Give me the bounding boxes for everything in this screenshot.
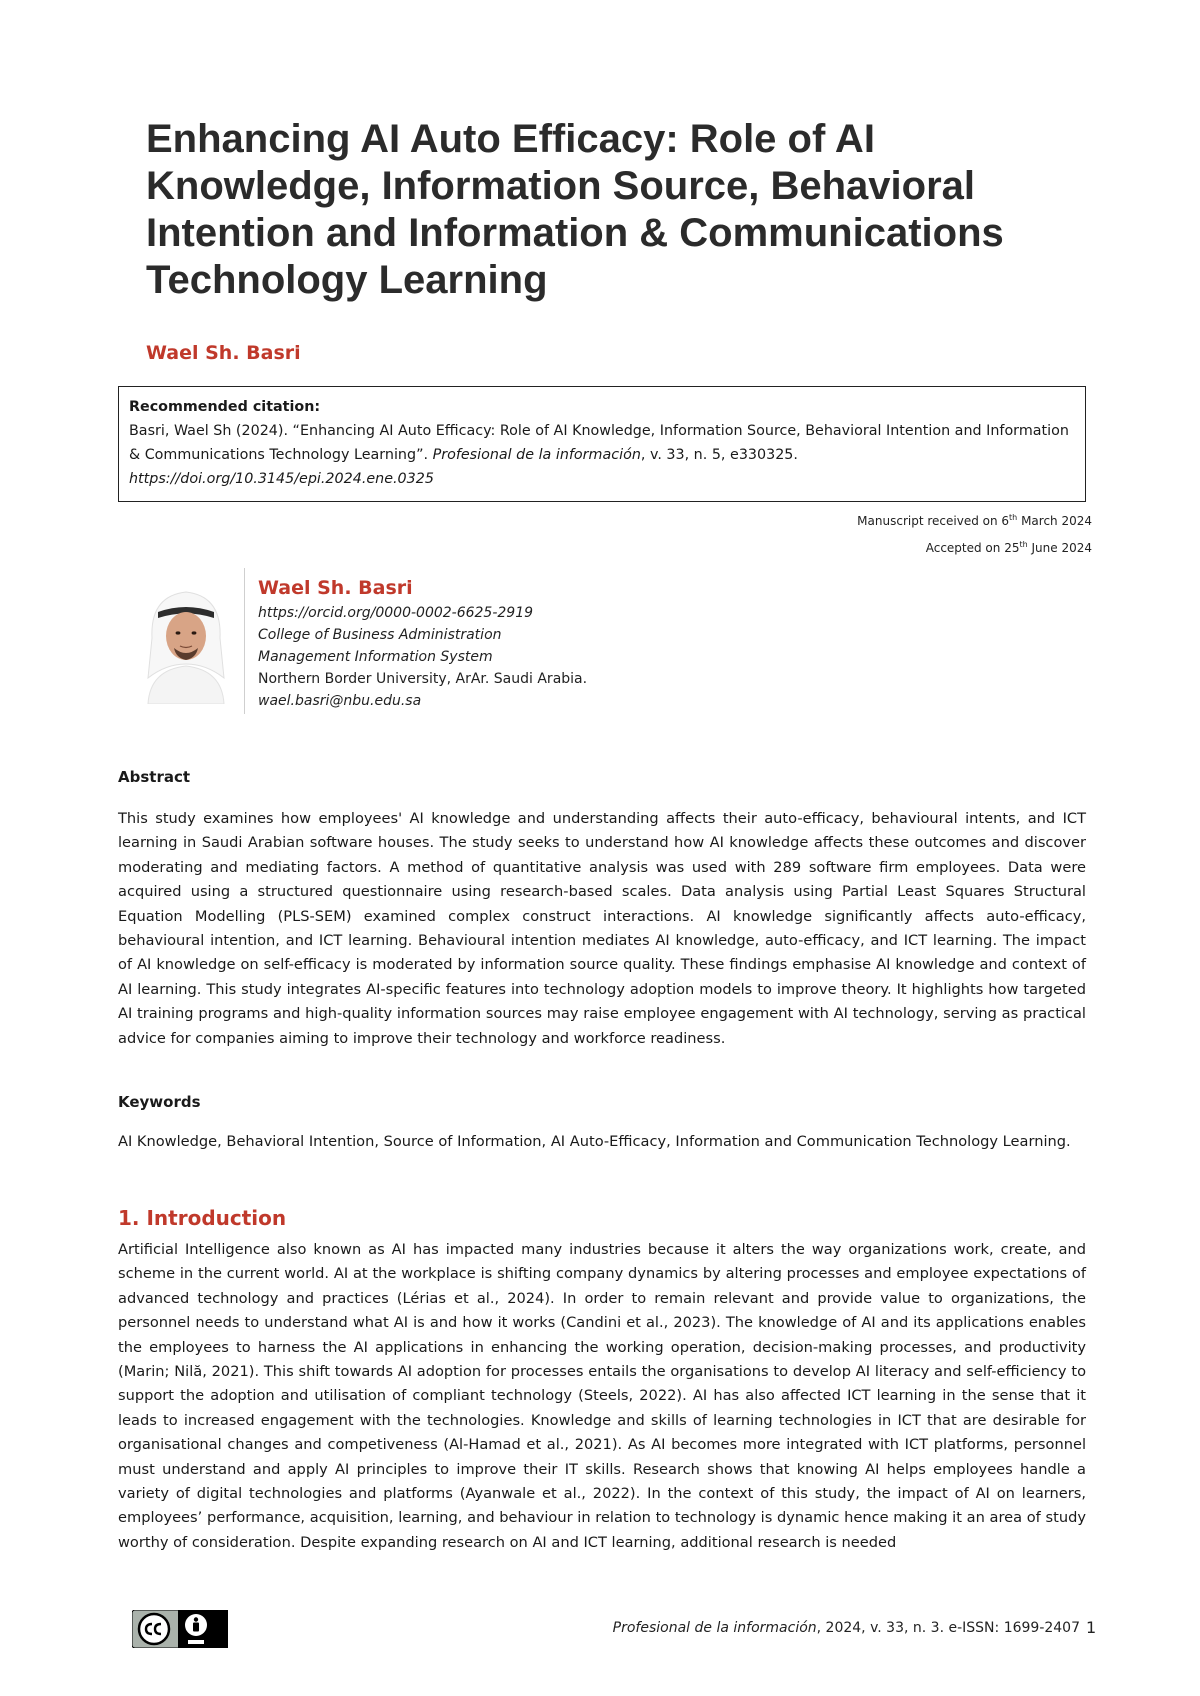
citation-volume: , v. 33, n. 5, e330325. [640,447,798,463]
department: Management Information System [258,649,493,665]
footer-details: , 2024, v. 33, n. 3. e-ISSN: 1699-2407 [816,1620,1080,1636]
citation-main: Basri, Wael Sh (2024). “Enhancing AI Auto Efficacy: Role of AI Knowledge, Information Source, Behavioral Intention and Information & Communications Technology Learning”. [129,423,1069,463]
citation-label: Recommended citation: [129,399,321,415]
author-photo [136,578,236,704]
paper-title: Enhancing AI Auto Efficacy: Role of AI Knowledge, Information Source, Behavioral Intention and Information & Communications Technology Learning [146,117,1004,302]
keywords-heading: Keywords [118,1093,201,1111]
orcid-link[interactable]: https://orcid.org/0000-0002-6625-2919 [258,605,534,621]
affiliation-author-name: Wael Sh. Basri [258,577,413,599]
manuscript-dates [857,506,1092,560]
creative-commons-by-icon[interactable] [132,1610,228,1648]
college: College of Business Administration [258,627,502,643]
university: Northern Border University, ArAr. Saudi Arabia. [258,671,588,687]
received-date: Manuscript received on 6th March 2024 [857,513,1092,528]
author-affiliation [258,574,587,712]
citation-journal: Profesional de la información [432,447,641,463]
accepted-date: Accepted on 25th June 2024 [925,540,1092,555]
abstract-text: This study examines how employees' AI knowledge and understanding affects their auto-efficacy, behavioural intents, and ICT learning in Saudi Arabian software houses. The study seeks to understand how AI knowledge affects these outcomes and discover moderating and mediating factors. A method of quantitative analysis was used with 289 software firm employees. Data were acquired using a structured questionnaire using research-based scales. Data analysis using Partial Least Squares Structural Equation Modelling (PLS-SEM) examined complex construct interactions. AI knowledge significantly affects auto-efficacy, behavioural intention, and ICT learning. Behavioural intention mediates AI knowledge, auto-efficacy, and ICT learning. The impact of AI knowledge on self-efficacy is moderated by information source quality. These findings emphasise AI knowledge and context of AI learning. This study integrates AI-specific features into technology adoption models to improve theory. It highlights how targeted AI training programs and high-quality information sources may raise employee engagement with AI technology, serving as practical advice for companies aiming to improve their technology and workforce readiness. [118,810,1086,1047]
author-name: Wael Sh. Basri [146,342,301,364]
keywords-text: AI Knowledge, Behavioral Intention, Source of Information, AI Auto-Efficacy, Information and Communication Technology Learning. [118,1133,1071,1150]
citation-text [129,419,1075,467]
email-link[interactable]: wael.basri@nbu.edu.sa [258,693,422,709]
footer-journal: Profesional de la información [612,1620,817,1636]
introduction-heading: 1. Introduction [118,1206,287,1230]
citation-doi-link[interactable]: https://doi.org/10.3145/epi.2024.ene.0325 [129,471,434,487]
author-photo-frame [126,568,245,714]
footer-journal-info [613,1620,1080,1636]
page-number: 1 [1086,1618,1097,1637]
citation-box [118,386,1086,502]
abstract-heading: Abstract [118,768,191,786]
introduction-text: Artificial Intelligence also known as AI has impacted many industries because it alters the way organizations work, create, and scheme in the current world. AI at the workplace is shifting company dynamics by altering processes and employee expectations of advanced technology and practices (Lérias et al., 2024). In order to remain relevant and provide value to organizations, the personnel needs to understand what AI is and how it works (Candini et al., 2023). The knowledge of AI and its applications enables the employees to harness the AI applications in enhancing the working operation, decision-making processes, and productivity (Marin; Nilă, 2021). This shift towards AI adoption for processes entails the organisations to develop AI literacy and self-efficiency to support the adoption and utilisation of compliant technology (Steels, 2022). AI has also affected ICT learning in the sense that it leads to increased engagement with the technologies. Knowledge and skills of learning technologies in ICT that are desirable for organisational changes and competiveness (Al-Hamad et al., 2021). As AI becomes more integrated with ICT platforms, personnel must understand and apply AI principles to improve their IT skills. Research shows that knowing AI helps employees handle a variety of digital technologies and platforms (Ayanwale et al., 2022). In the context of this study, the impact of AI on learners, employees’ performance, acquisition, learning, and behaviour in relation to technology is dynamic hence making it an area of study worthy of consideration. Despite expanding research on AI and ICT learning, additional research is needed [118,1241,1086,1551]
